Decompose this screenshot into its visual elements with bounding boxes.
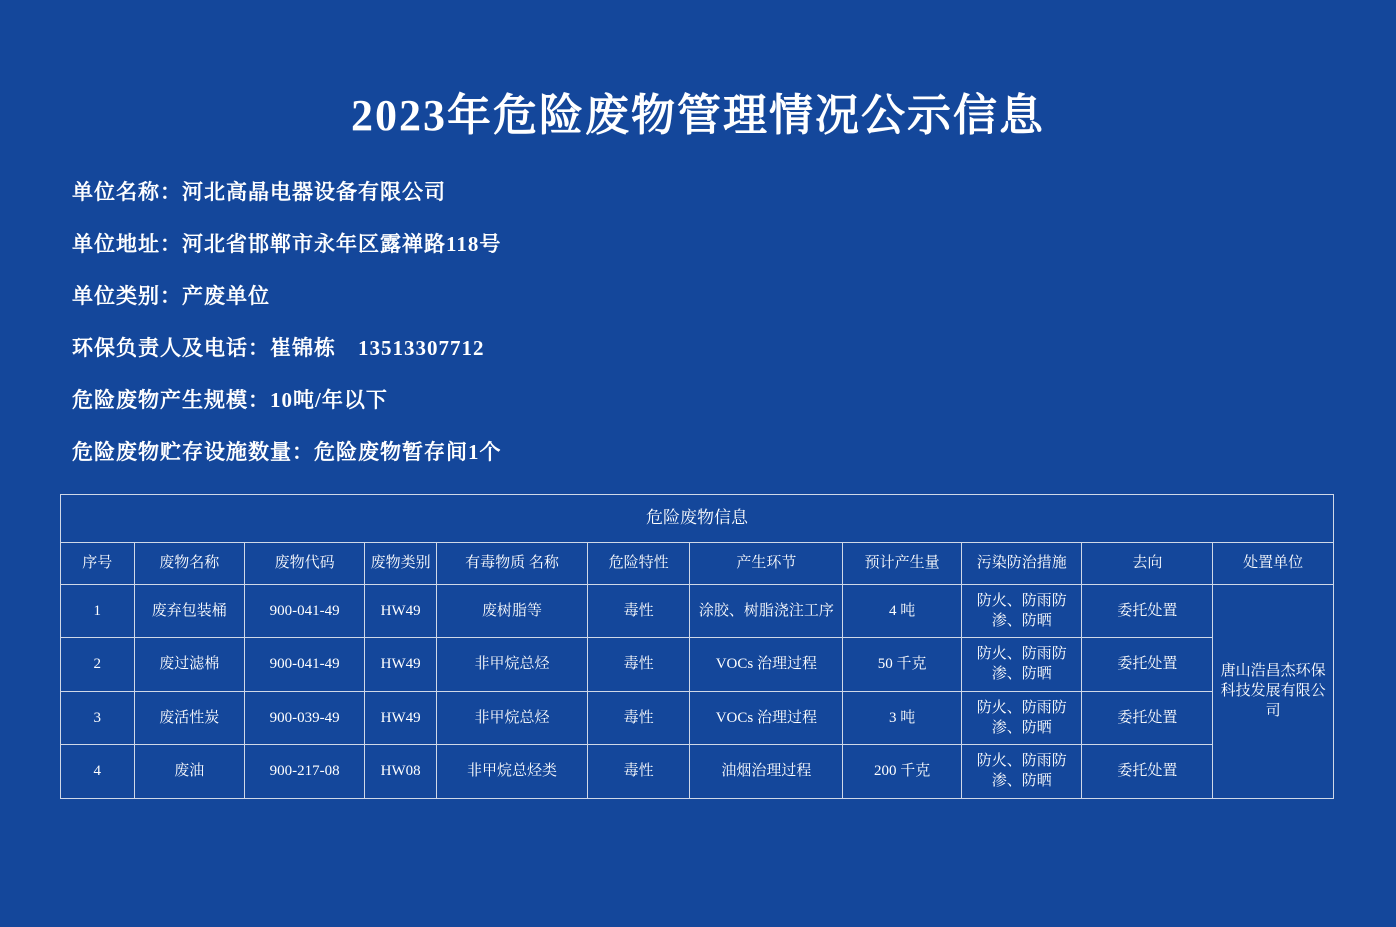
cell-waste-code: 900-041-49 — [244, 584, 365, 638]
info-line-contact: 环保负责人及电话：崔锦栋 13513307712 — [72, 336, 485, 361]
cell-waste-category: HW49 — [365, 691, 437, 745]
cell-disposal-unit: 唐山浩昌杰环保科技发展有限公司 — [1213, 584, 1334, 798]
column-header-estimated-amount: 预计产生量 — [843, 543, 962, 584]
cell-no: 4 — [61, 745, 135, 799]
cell-destination: 委托处置 — [1082, 691, 1213, 745]
cell-waste-code: 900-039-49 — [244, 691, 365, 745]
table-banner-row — [61, 495, 1334, 543]
column-header-hazard-property: 危险特性 — [588, 543, 690, 584]
cell-no: 3 — [61, 691, 135, 745]
cell-no: 1 — [61, 584, 135, 638]
cell-control-measures: 防火、防雨防渗、防晒 — [961, 691, 1082, 745]
cell-generation-stage: VOCs 治理过程 — [690, 638, 843, 692]
cell-waste-name: 废弃包装桶 — [134, 584, 244, 638]
column-header-waste-name: 废物名称 — [134, 543, 244, 584]
info-line-storage-facilities: 危险废物贮存设施数量：危险废物暂存间1个 — [72, 440, 502, 465]
cell-control-measures: 防火、防雨防渗、防晒 — [961, 745, 1082, 799]
cell-waste-name: 废过滤棉 — [134, 638, 244, 692]
cell-destination: 委托处置 — [1082, 745, 1213, 799]
info-line-waste-scale: 危险废物产生规模：10吨/年以下 — [72, 388, 388, 413]
column-header-no: 序号 — [61, 543, 135, 584]
cell-hazard-property: 毒性 — [588, 691, 690, 745]
cell-destination: 委托处置 — [1082, 584, 1213, 638]
table-row — [61, 745, 1334, 799]
info-line-company-category: 单位类别：产废单位 — [72, 284, 270, 309]
page-title: 2023年危险废物管理情况公示信息 — [351, 91, 1045, 140]
table-row — [61, 691, 1334, 745]
cell-estimated-amount: 3 吨 — [843, 691, 962, 745]
column-header-control-measures: 污染防治措施 — [961, 543, 1082, 584]
cell-generation-stage: 油烟治理过程 — [690, 745, 843, 799]
cell-waste-code: 900-217-08 — [244, 745, 365, 799]
cell-estimated-amount: 200 千克 — [843, 745, 962, 799]
column-header-disposal-unit: 处置单位 — [1213, 543, 1334, 584]
cell-destination: 委托处置 — [1082, 638, 1213, 692]
cell-toxic-substance: 非甲烷总烃类 — [436, 745, 587, 799]
cell-generation-stage: VOCs 治理过程 — [690, 691, 843, 745]
table-row — [61, 584, 1334, 638]
cell-waste-code: 900-041-49 — [244, 638, 365, 692]
company-info-block — [60, 182, 1336, 463]
cell-waste-category: HW49 — [365, 638, 437, 692]
cell-waste-category: HW08 — [365, 745, 437, 799]
cell-waste-name: 废活性炭 — [134, 691, 244, 745]
column-header-toxic-substance: 有毒物质 名称 — [436, 543, 587, 584]
cell-toxic-substance: 非甲烷总烃 — [436, 691, 587, 745]
table-header-row — [61, 543, 1334, 584]
cell-no: 2 — [61, 638, 135, 692]
column-header-destination: 去向 — [1082, 543, 1213, 584]
table-banner: 危险废物信息 — [61, 495, 1334, 543]
cell-control-measures: 防火、防雨防渗、防晒 — [961, 584, 1082, 638]
info-line-company-address: 单位地址：河北省邯郸市永年区露禅路118号 — [72, 232, 502, 257]
cell-control-measures: 防火、防雨防渗、防晒 — [961, 638, 1082, 692]
table-row — [61, 638, 1334, 692]
column-header-generation-stage: 产生环节 — [690, 543, 843, 584]
cell-generation-stage: 涂胶、树脂浇注工序 — [690, 584, 843, 638]
cell-estimated-amount: 50 千克 — [843, 638, 962, 692]
info-line-company-name: 单位名称：河北高晶电器设备有限公司 — [72, 180, 446, 205]
cell-estimated-amount: 4 吨 — [843, 584, 962, 638]
cell-hazard-property: 毒性 — [588, 745, 690, 799]
cell-hazard-property: 毒性 — [588, 584, 690, 638]
column-header-waste-code: 废物代码 — [244, 543, 365, 584]
cell-waste-name: 废油 — [134, 745, 244, 799]
column-header-waste-category: 废物类别 — [365, 543, 437, 584]
cell-hazard-property: 毒性 — [588, 638, 690, 692]
cell-toxic-substance: 废树脂等 — [436, 584, 587, 638]
cell-toxic-substance: 非甲烷总烃 — [436, 638, 587, 692]
cell-waste-category: HW49 — [365, 584, 437, 638]
hazardous-waste-table — [60, 494, 1334, 798]
